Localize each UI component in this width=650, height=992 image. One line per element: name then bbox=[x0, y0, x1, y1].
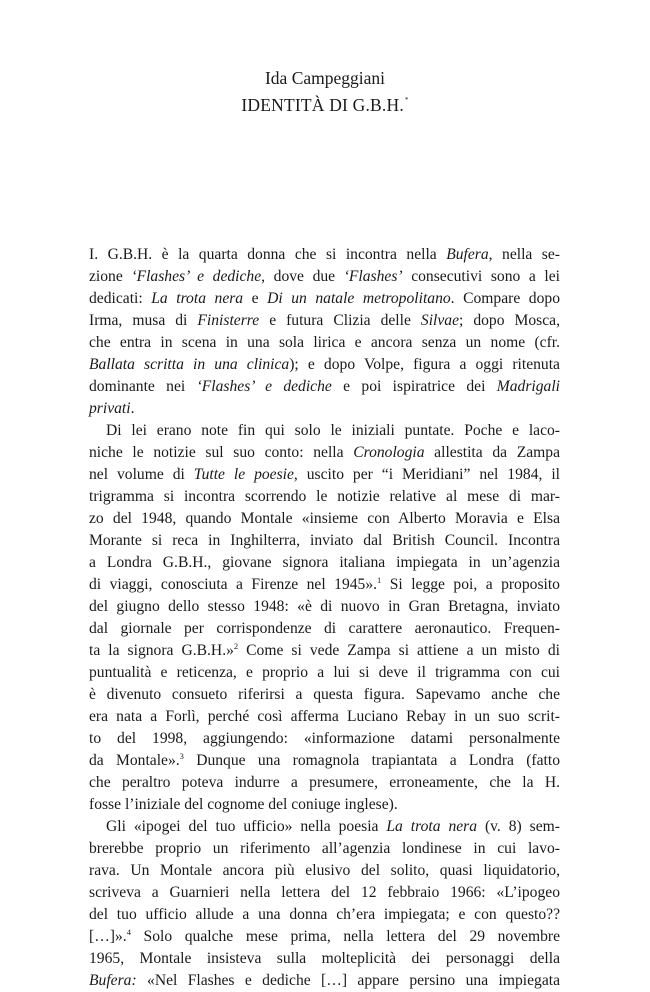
article-header bbox=[0, 67, 650, 116]
text-line: nel volume di Tutte le poesie, uscito per “i Meridiani” nel 1984, il bbox=[89, 466, 560, 483]
text-line: era nata a Forlì, perché così afferma Luciano Rebay in un suo scrit- bbox=[89, 708, 560, 725]
title-footnote-marker: * bbox=[404, 96, 409, 104]
text-line: Irma, musa di Finisterre e futura Clizia delle Silvae; dopo Mosca, bbox=[89, 312, 560, 329]
author-name: Ida Campeggiani bbox=[264, 68, 386, 88]
text-line: fosse l’iniziale del cognome del coniuge inglese). bbox=[89, 796, 398, 813]
text-line: Gli «ipogei del tuo ufficio» nella poesia La trota nera (v. 8) sem- bbox=[106, 818, 560, 835]
text-line: del tuo ufficio allude a una donna ch’era impiegata; e con questo?? bbox=[89, 906, 560, 923]
text-line: che peraltro poteva indurre a presumere, erroneamente, che la H. bbox=[89, 774, 560, 791]
text-line: a Londra G.B.H., giovane signora italiana impiegata in un’agenzia bbox=[89, 554, 560, 571]
text-line: del giugno dello stesso 1948: «è di nuovo in Gran Bretagna, inviato bbox=[89, 598, 560, 615]
text-line: privati. bbox=[89, 400, 135, 417]
text-line: che entra in scena in una sola lirica e ancora senza un nome (cfr. bbox=[89, 334, 560, 351]
article-title bbox=[0, 89, 650, 116]
text-line: to del 1998, aggiungendo: «informazione datami personalmente bbox=[89, 730, 560, 747]
article-body bbox=[89, 244, 560, 992]
text-line: Morante si reca in Inghilterra, inviato dal British Council. Incontra bbox=[89, 532, 560, 549]
text-line: dedicati: La trota nera e Di un natale metropolitano. Compare dopo bbox=[89, 290, 560, 307]
text-line: trigramma si incontra scorrendo le notizie relative al mese di mar- bbox=[89, 488, 560, 505]
text-line: puntualità e reticenza, e proprio a lui si deve il trigramma con cui bbox=[89, 664, 560, 681]
text-line: da Montale».$^3$ Dunque una romagnola trapiantata a Londra (fatto bbox=[89, 751, 560, 769]
text-line: dominante nei ‘Flashes’ e dediche e poi ispiratrice dei Madrigali bbox=[89, 378, 560, 395]
text-line: zione ‘Flashes’ e dediche, dove due ‘Flashes’ consecutivi sono a lei bbox=[89, 268, 561, 285]
text-line: 1965, Montale insisteva sulla molteplicità dei personaggi della bbox=[89, 950, 560, 967]
text-line: scriveva a Guarnieri nella lettera del 12 febbraio 1966: «L’ipogeo bbox=[89, 884, 560, 901]
text-line: di viaggi, conosciuta a Firenze nel 1945».$^1$ Si legge poi, a proposito bbox=[89, 575, 560, 593]
text-line: I. G.B.H. è la quarta donna che si incontra nella Bufera, nella se- bbox=[89, 246, 560, 263]
text-line: ta la signora G.B.H.»$^2$ Come si vede Zampa si attiene a un misto di bbox=[89, 641, 560, 659]
text-line: Di lei erano note fin qui solo le iniziali puntate. Poche e laco- bbox=[106, 422, 560, 439]
text-line: dal giornale per corrispondenze di carattere aeronautico. Frequen- bbox=[89, 620, 560, 637]
text-line: brerebbe proprio un riferimento all’agenzia londinese in cui lavo- bbox=[89, 840, 560, 857]
text-line: rava. Un Montale ancora più elusivo del solito, quasi liquidatorio, bbox=[89, 862, 560, 879]
text-line: è divenuto consueto riferirsi a questa figura. Sapevamo anche che bbox=[89, 686, 560, 703]
text-line: Bufera: «Nel Flashes e dediche […] appare persino una impiegata bbox=[89, 972, 560, 989]
article-title-text: IDENTITÀ DI G.B.H. bbox=[241, 95, 404, 115]
text-line: […]».$^4$ Solo qualche mese prima, nella lettera del 29 novembre bbox=[89, 927, 560, 945]
text-line: niche le notizie sul suo conto: nella Cronologia allestita da Zampa bbox=[89, 444, 561, 461]
text-line: Ballata scritta in una clinica); e dopo Volpe, figura a oggi ritenuta bbox=[89, 356, 560, 373]
text-line: zo del 1948, quando Montale «insieme con Alberto Moravia e Elsa bbox=[89, 510, 560, 527]
